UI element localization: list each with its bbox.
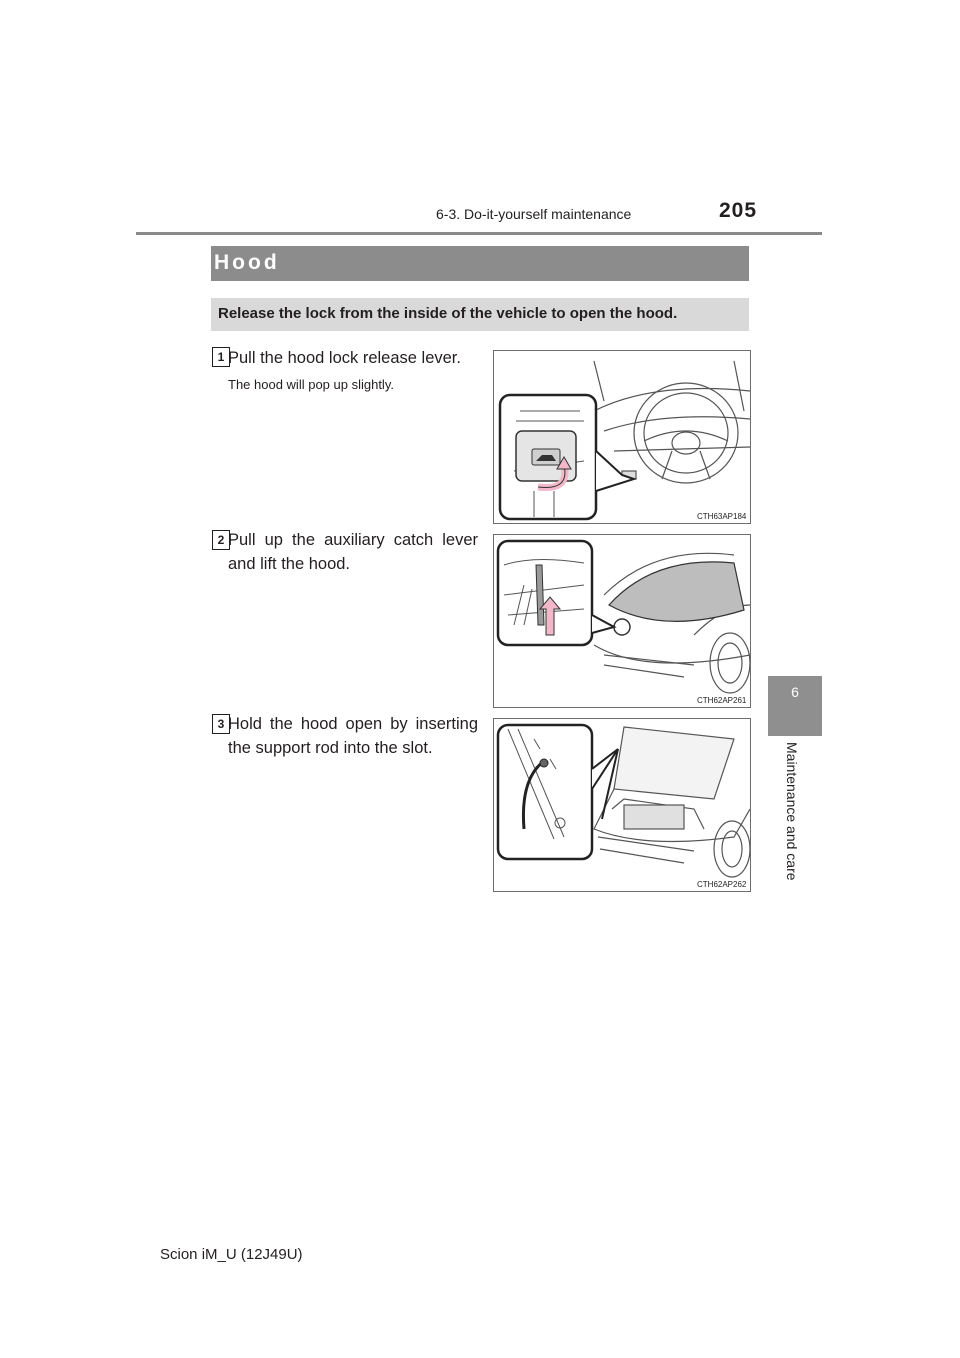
header-section-title: 6-3. Do-it-yourself maintenance: [436, 206, 632, 222]
chapter-tab-number: 6: [791, 684, 799, 700]
hood-release-lever-drawing: [494, 351, 750, 523]
support-rod-drawing: [494, 719, 750, 891]
step-note-1: The hood will pop up slightly.: [228, 377, 394, 392]
step-text-3: Hold the hood open by inserting the support rod into the slot.: [228, 715, 478, 757]
step-number-3: 3: [212, 714, 230, 734]
figure-code-3: CTH62AP262: [697, 880, 747, 889]
illustration-support-rod: [493, 718, 751, 892]
illustration-hood-release-lever: [493, 350, 751, 524]
step-number-1: 1: [212, 347, 230, 367]
intro-text: Release the lock from the inside of the vehicle to open the hood.: [218, 305, 678, 322]
step-number-2: 2: [212, 530, 230, 550]
chapter-tab-label: Maintenance and care: [784, 742, 800, 881]
step-text-1: Pull the hood lock release lever.: [228, 349, 461, 367]
step-text-2: Pull up the auxiliary catch lever and lift the hood.: [228, 531, 478, 573]
section-title-bar: [211, 246, 749, 281]
auxiliary-catch-lever-drawing: [494, 535, 750, 707]
figure-code-2: CTH62AP261: [697, 696, 747, 705]
page-number: 205: [719, 199, 758, 222]
section-title: Hood: [214, 251, 280, 274]
figure-code-1: CTH63AP184: [697, 512, 747, 521]
footer-model: Scion iM_U (12J49U): [160, 1246, 303, 1263]
illustration-auxiliary-catch-lever: [493, 534, 751, 708]
header-divider: [136, 232, 822, 235]
